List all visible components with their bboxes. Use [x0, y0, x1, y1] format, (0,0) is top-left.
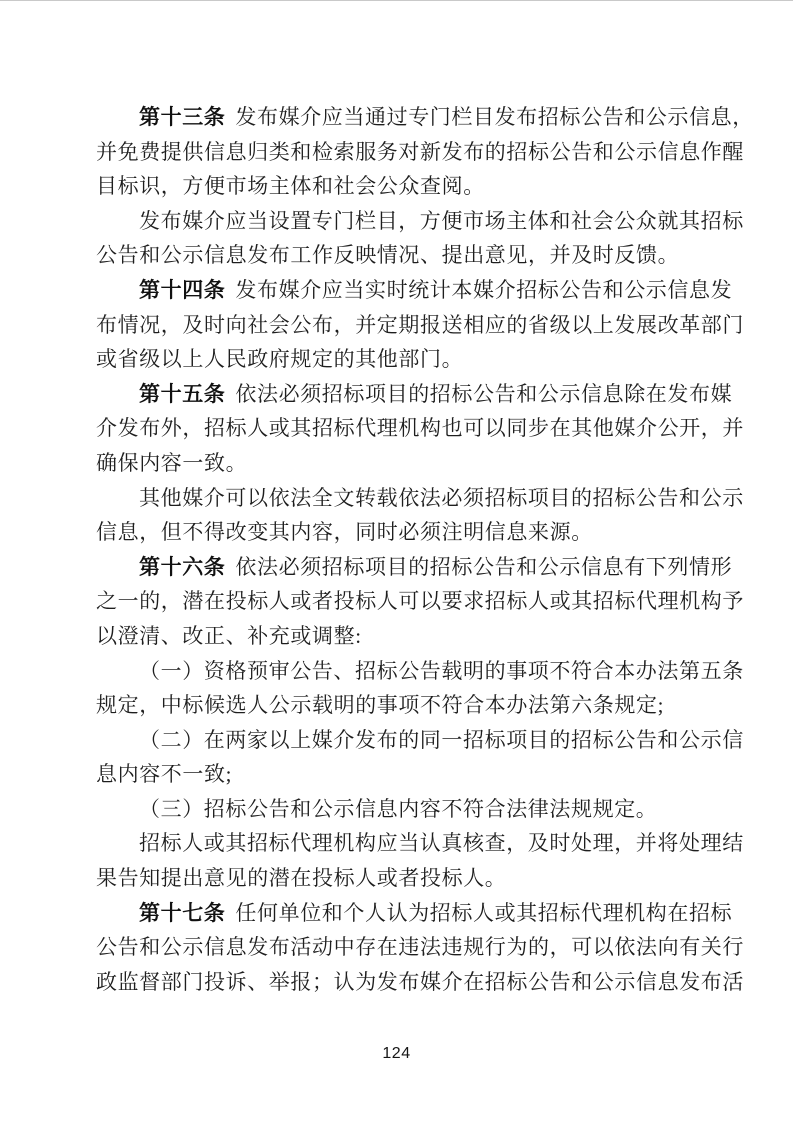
- line-text: 或省级以上人民政府规定的其他部门。: [96, 347, 464, 372]
- text-line: [96, 273, 750, 308]
- article-number: 第十三条: [139, 105, 226, 129]
- line-text: 招标人或其招标代理机构应当认真核查，及时处理，并将处理结: [139, 831, 744, 856]
- text-line: [96, 688, 750, 723]
- line-text: 目标识，方便市场主体和社会公众查阅。: [96, 174, 485, 199]
- text-line: [96, 515, 750, 550]
- text-line: [96, 792, 750, 827]
- line-text: 公告和公示信息发布工作反映情况、提出意见，并及时反馈。: [96, 243, 680, 268]
- text-line: [96, 308, 750, 343]
- text-line: [96, 826, 750, 861]
- line-text: 布情况，及时向社会公布，并定期报送相应的省级以上发展改革部门: [96, 312, 744, 337]
- page-number: 124: [382, 1045, 411, 1062]
- article-number: 第十四条: [139, 277, 226, 302]
- text-lines: [96, 100, 754, 999]
- line-text: 公告和公示信息发布活动中存在违法违规行为的，可以依法向有关行: [96, 935, 744, 960]
- line-text: 果告知提出意见的潜在投标人或者投标人。: [96, 866, 507, 891]
- line-text: （二）在两家以上媒介发布的同一招标项目的招标公告和公示信: [139, 727, 744, 752]
- line-text: 任何单位和个人认为招标人或其招标代理机构在招标: [235, 900, 733, 925]
- text-line: [96, 584, 750, 619]
- article-number: 第十七条: [139, 900, 226, 925]
- text-line: [96, 930, 750, 965]
- text-line: [96, 100, 754, 135]
- line-text: （三）招标公告和公示信息内容不符合法律法规规定。: [139, 796, 658, 821]
- text-line: [96, 377, 750, 412]
- text-line: [96, 135, 750, 170]
- line-text: 信息，但不得改变其内容，同时必须注明信息来源。: [96, 520, 593, 545]
- text-line: [96, 169, 750, 204]
- text-line: [96, 238, 750, 273]
- line-text: 发布媒介应当设置专门栏目，方便市场主体和社会公众就其招标: [139, 208, 744, 233]
- line-text: 确保内容一致。: [96, 450, 248, 475]
- line-text: 息内容不一致;: [96, 762, 233, 787]
- line-text: 介发布外，招标人或其招标代理机构也可以同步在其他媒介公开，并: [96, 416, 744, 441]
- text-line: [96, 411, 750, 446]
- line-text: 以澄清、改正、补充或调整:: [96, 623, 362, 648]
- scan-edge-line: [0, 0, 793, 1]
- text-line: [96, 965, 750, 1000]
- article-number: 第十五条: [139, 381, 226, 406]
- article-number: 第十六条: [139, 554, 226, 579]
- text-line: [96, 896, 750, 931]
- text-line: [96, 723, 750, 758]
- text-line: [96, 619, 750, 654]
- line-text: 依法必须招标项目的招标公告和公示信息有下列情形: [235, 554, 733, 579]
- line-text: 其他媒介可以依法全文转载依法必须招标项目的招标公告和公示: [139, 485, 744, 510]
- text-line: [96, 342, 750, 377]
- line-text: 发布媒介应当实时统计本媒介招标公告和公示信息发: [235, 277, 733, 302]
- line-text: （一）资格预审公告、招标公告载明的事项不符合本办法第五条: [139, 658, 744, 683]
- text-line: [96, 550, 750, 585]
- text-line: [96, 757, 750, 792]
- line-text: 并免费提供信息归类和检索服务对新发布的招标公告和公示信息作醒: [96, 139, 744, 164]
- line-text: 规定，中标候选人公示载明的事项不符合本办法第六条规定;: [96, 693, 665, 718]
- line-text: 之一的，潜在投标人或者投标人可以要求招标人或其招标代理机构予: [96, 589, 744, 614]
- text-line: [96, 481, 750, 516]
- line-text: 政监督部门投诉、举报；认为发布媒介在招标公告和公示信息发布活: [96, 969, 744, 994]
- line-text: 依法必须招标项目的招标公告和公示信息除在发布媒: [235, 381, 733, 406]
- text-line: [96, 861, 750, 896]
- text-line: [96, 654, 750, 689]
- text-line: [96, 204, 750, 239]
- text-line: [96, 446, 750, 481]
- line-text: 发布媒介应当通过专门栏目发布招标公告和公示信息，: [235, 105, 754, 129]
